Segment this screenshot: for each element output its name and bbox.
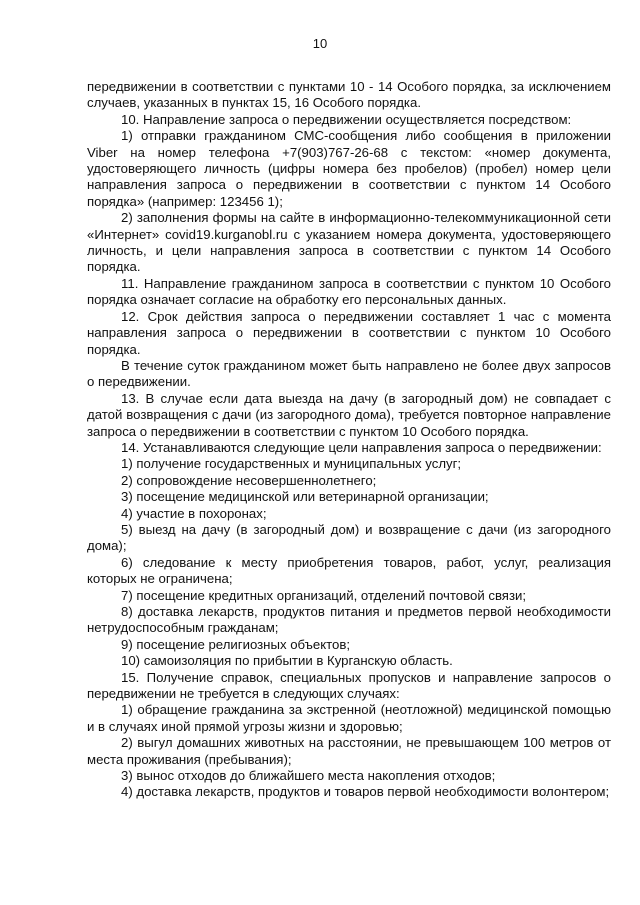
paragraph-15-subitem-1: 1) обращение гражданина за экстренной (неотложной) медицинской помощью и в случаях иной прямой угрозы жизни и здоровью;	[87, 702, 611, 734]
paragraph-15-subitem-3: 3) вынос отходов до ближайшего места накопления отходов;	[121, 768, 496, 784]
paragraph-14-subitem-4: 4) участие в похоронах;	[121, 505, 267, 521]
paragraph-15-subitem-2: 2) выгул домашних животных на расстоянии, не превышающем 100 метров от места проживания (пребывания);	[87, 735, 611, 767]
paragraph-15-subitem-4: 4) доставка лекарств, продуктов и товаров первой необходимости волонтером;	[121, 784, 610, 800]
paragraph-item-14: 14. Устанавливаются следующие цели направления запроса о передвижении:	[121, 439, 602, 455]
document-body	[87, 79, 611, 801]
paragraph-14-subitem-7: 7) посещение кредитных организаций, отделений почтовой связи;	[121, 587, 527, 603]
paragraph-14-subitem-2: 2) сопровождение несовершеннолетнего;	[121, 472, 377, 488]
paragraph-10-subitem-1: 1) отправки гражданином СМС-сообщения либо сообщения в приложении Viber на номер телефона +7(903)767-26-68 с текстом: «номер документа, удостоверяющего личность (цифры номера без пробелов) (пробел) номер цели направления запроса о передвижении в соответствии с пунктом 14 Особого порядка» (например: 123456 1);	[87, 128, 611, 209]
paragraph-14-subitem-9: 9) посещение религиозных объектов;	[121, 636, 351, 652]
paragraph-item-12: 12. Срок действия запроса о передвижении составляет 1 час с момента направления запроса о передвижении в соответствии с пунктом 10 Особого порядка.	[87, 308, 611, 357]
paragraph-continuation: передвижении в соответствии с пунктами 10 - 14 Особого порядка, за исключением случаев, указанных в пунктах 15, 16 Особого порядка.	[87, 79, 611, 111]
paragraph-14-subitem-1: 1) получение государственных и муниципальных услуг;	[121, 456, 462, 472]
paragraph-14-subitem-5: 5) выезд на дачу (в загородный дом) и возвращение с дачи (из загородного дома);	[87, 521, 611, 554]
paragraph-item-10: 10. Направление запроса о передвижении осуществляется посредством:	[121, 111, 572, 127]
paragraph-14-subitem-8: 8) доставка лекарств, продуктов питания и предметов первой необходимости нетрудоспособным гражданам;	[87, 604, 611, 636]
paragraph-item-13: 13. В случае если дата выезда на дачу (в загородный дом) не совпадает с датой возвращения с дачи (из загородного дома), требуется повторное направление запроса о передвижении в соответствии с пунктом 10 Особого порядка.	[87, 390, 611, 439]
paragraph-item-11: 11. Направление гражданином запроса в соответствии с пунктом 10 Особого порядка означает согласие на обработку его персональных данных.	[87, 275, 611, 308]
page-number: 10	[312, 36, 328, 51]
paragraph-12-note: В течение суток гражданином может быть направлено не более двух запросов о передвижении.	[87, 357, 611, 390]
paragraph-item-15: 15. Получение справок, специальных пропусков и направление запросов о передвижении не требуется в следующих случаях:	[87, 669, 611, 702]
paragraph-10-subitem-2: 2) заполнения формы на сайте в информационно-телекоммуникационной сети «Интернет» covid19.kurganobl.ru с указанием номера документа, удостоверяющего личность, и цели направления запроса в соответствии с пунктом 14 Особого порядка.	[87, 210, 611, 275]
paragraph-14-subitem-3: 3) посещение медицинской или ветеринарной организации;	[121, 489, 489, 505]
paragraph-14-subitem-10: 10) самоизоляция по прибытии в Курганскую область.	[121, 653, 453, 669]
paragraph-14-subitem-6: 6) следование к месту приобретения товаров, работ, услуг, реализация которых не ограничена;	[87, 554, 611, 587]
